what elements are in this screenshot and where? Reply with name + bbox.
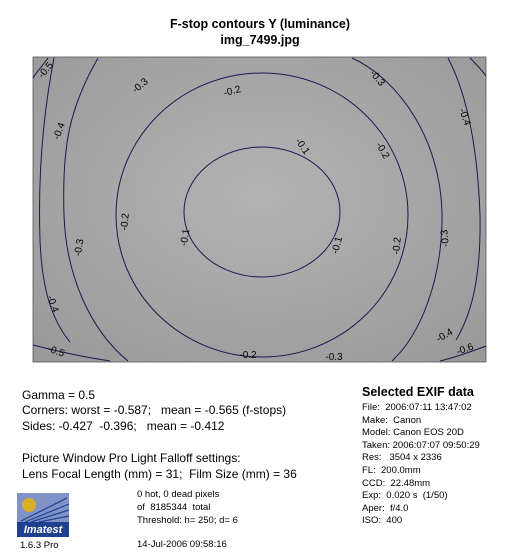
contour-label: -0.4 — [434, 326, 455, 345]
threshold: Threshold: h= 250; d= 6 — [137, 515, 238, 526]
version-text: 1.6.3 Pro — [20, 540, 59, 551]
contour-label: -0.2 — [119, 212, 132, 231]
chart-title-line1: F-stop contours Y (luminance) — [169, 17, 351, 31]
exif-data — [362, 402, 480, 528]
contour-label: -0.1 — [178, 228, 193, 248]
contour-label: -0.5 — [45, 343, 66, 360]
contour-label: -0.4 — [456, 107, 473, 128]
hot-dead-pixels: 0 hot, 0 dead pixels — [137, 489, 220, 500]
contour-label: -0.3 — [130, 76, 151, 96]
exif-row: Taken: 2006:07:07 09:50:29 — [362, 439, 480, 451]
contour-label: -0.3 — [325, 352, 343, 363]
imatest-logo — [17, 493, 69, 537]
exif-row: Model: Canon EOS 20D — [362, 427, 464, 439]
contour-label: -0.3 — [367, 68, 387, 89]
chart-subtitle: img_7499.jpg — [220, 33, 300, 47]
exif-title: Selected EXIF data — [362, 385, 474, 399]
contour-label: -0.3 — [439, 229, 452, 248]
logo-wordmark: Imatest — [23, 524, 63, 536]
contour-label: -0.3 — [72, 238, 87, 258]
contour-label: -0.2 — [373, 140, 392, 161]
contour-label: -0.1 — [292, 136, 312, 157]
gamma-text: Gamma = 0.5 — [22, 388, 96, 402]
contour-label: -0.4 — [44, 294, 61, 315]
plot-background — [33, 57, 486, 362]
exif-row: Res: 3504 x 2336 — [362, 452, 442, 464]
contour-label: -0.2 — [391, 236, 404, 255]
timestamp: 14-Jul-2006 09:58:16 — [137, 539, 227, 550]
exif-row: Aper: f/4.0 — [362, 502, 409, 514]
contour-label: -0.2 — [239, 350, 257, 361]
pw-settings-values: Lens Focal Length (mm) = 31; Film Size (mm) = 36 — [22, 467, 297, 481]
contour-label: -0.1 — [330, 235, 346, 256]
contour-label: -0.6 — [455, 341, 476, 358]
contour-label: -0.5 — [36, 60, 56, 81]
contour-label: -0.2 — [222, 84, 243, 100]
exif-row: File: 2006:07:11 13:47:02 — [362, 402, 472, 413]
corners-text: Corners: worst = -0.587; mean = -0.565 (f-stops) — [22, 403, 287, 417]
exif-row: Make: Canon — [362, 414, 422, 426]
sides-text: Sides: -0.427 -0.396; mean = -0.412 — [22, 419, 225, 433]
pixel-total: of 8185344 total — [137, 502, 211, 513]
pw-settings-title: Picture Window Pro Light Falloff settings: — [22, 451, 241, 465]
exif-row: ISO: 400 — [362, 515, 403, 527]
exif-row: Exp: 0.020 s (1/50) — [362, 490, 448, 502]
contour-label: -0.4 — [51, 121, 68, 142]
exif-row: FL: 200.0mm — [362, 464, 421, 476]
exif-row: CCD: 22.48mm — [362, 477, 431, 489]
